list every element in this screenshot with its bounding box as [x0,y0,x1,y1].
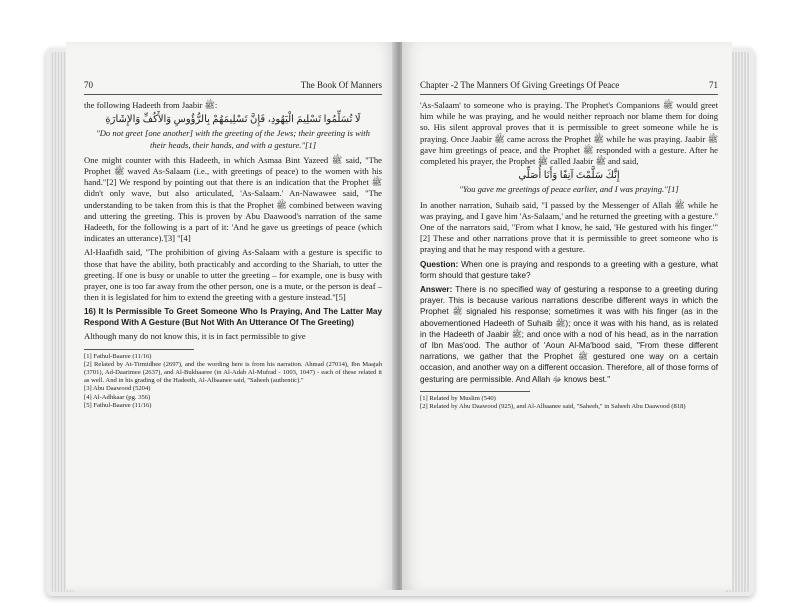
footnote-rule [420,391,530,392]
left-page-header [84,80,382,95]
question-label: Question: [420,259,459,269]
arabic-hadeeth: إِنَّكَ سَلَّمْتَ آنِفًا وَأَنَا أُصَلِّي [518,170,620,182]
page-number: 71 [709,80,718,90]
paragraph: 'As-Salaam' to someone who is praying. The Prophet's Companions ﷺ would greet him while he was praying, and he would neither reproach nor blame them for doing so. His silent approval proves that it is permissible to greet someone while he is praying. Once Jaabir ﷺ came across the Prophet ﷺ while he was praying. Jaabir ﷺ gave him greetings of peace, and the Prophet ﷺ responded with a gesture. After he completed his prayer, the Prophet ﷺ called Jaabir ﷺ and said, [420,100,718,167]
footnotes [420,395,718,411]
paragraph: the following Hadeeth from Jaabir ﷺ: [84,100,218,110]
footnote: [5] Fathul-Baaree (11/16) [84,401,152,409]
answer-text: There is no specified way of gesturing a response to a greeting during prayer. This is because various narrations describe different ways in which the Prophet ﷺ signaled his response; sometimes it was with his finger (as in the abovementioned Hadeeth of Suhaib ﷺ); once it was with his hand, as is related in the Hadeeth of Jaabir ﷺ; and once with a nod of his head, as in the narration of Ibn Mas'ood. The author of 'Aoun Al-Ma'bood said, "From these different narrations, we gather that the Prophet ﷺ gestured one way on a certain occasion, and another way on a different occasion. Therefore, all of those forms of gesturing are permissible. And Allah ﷻ knows best." [420,285,719,384]
footnote: [1] Fathul-Baaree (11/16) [84,352,152,360]
hadeeth-translation: "You gave me greetings of peace earlier, and I was praying."[1] [459,184,679,195]
paragraph: In another narration, Suhaib said, "I passed by the Messenger of Allah ﷺ while he was praying, and I gave him 'As-Salaam,' and he returned the greeting with a gesture." One of the narrators said, "From what I know, he said, 'He gestured with his finger.'"[2] These and other narrations prove that it is permissible to greet someone who is praying and that he may respond with a gesture. [420,199,718,255]
paragraph: One might counter with this Hadeeth, in which Asmaa Bint Yazeed ﷺ said, "The Prophet ﷺ waved As-Salaam (i.e., with greetings of peace) to the women with his hand."[2] We respond by pointing out that there is an indication that the Prophet ﷺ didn't only wave, but also articulated, 'As-Salaam.' An-Nawawee said, "The understanding to be taken from this is that the Prophet ﷺ combined between waving and uttering the greeting. This is proven by Abu Daawood's narration of the same Hadeeth, for the following is a part of it: 'And he gave us greetings of peace (which indicates an utterance).'[3] "[4] [84,154,382,244]
hadeeth-translation: "Do not greet [one another] with the greeting of the Jews; their greeting is with their heads, their hands, and with a gesture."[1] [96,128,370,150]
running-title: The Book Of Manners [300,80,382,90]
running-title: Chapter -2 The Manners Of Giving Greetings Of Peace [420,80,620,90]
paragraph: Al-Haafidh said, "The prohibition of giving As-Salaam with a gesture is specific to those that have the ability, both practicably and according to the Shariah, to utter the greeting. If one is busy or unable to utter the greeting – for example, one is busy with prayer, one is too far away from the other person, one is a mute, or the person is deaf – then it is legislated for him to extend the greeting with a gesture instead."[5] [84,247,382,303]
right-page-header [420,80,718,95]
footnote: [4] Al-Adhkaar (pg. 356) [84,393,151,401]
page-number: 70 [84,80,93,90]
footnote: [2] Related by Abu Daawood (925), and Al-Albaanee said, "Saheeh," in Saheeh Abu Daawood (818) [420,403,686,411]
paragraph: Although many do not know this, it is in fact permissible to give [84,331,306,342]
footnote: [3] Abu Daawood (5204) [84,385,151,393]
section-heading: 16) It Is Permissible To Greet Someone Who Is Praying, And The Latter May Respond With A Gesture (But Not With An Utterance Of The Greeting) [84,307,382,327]
open-book [40,38,760,598]
right-page [402,42,732,590]
left-page-text [84,100,382,410]
arabic-hadeeth: لَا تُسَلِّمُوا تَسْلِيمَ الْيَهُودِ، فَإِنَّ تَسْلِيمَهُمْ بِالرُّؤُوسِ وَالأَكُفِّ وَالإِشَارَةِ [105,114,361,126]
left-page [66,42,396,590]
right-page-text [420,100,718,411]
footnotes [84,353,382,410]
answer [420,284,718,385]
answer-label: Answer: [420,285,453,295]
footnote: [2] Related by At-Tirmidhee (2697), and the wording here is from his narration. Ahmad (27014), Ibn Maajah (3701), Ad-Daarimee (2637), and Al-Bukhaaree (in Al-Adab Al-Mufrad - 1003, 1047) - each of these related it as well. And in his grading of the Hadeeth, Al-Albaanee said, "Saheeh (authentic)." [84,360,382,385]
question [420,259,718,281]
footnote-rule [84,349,194,350]
question-text: When one is praying and responds to a greeting with a gesture, what form should that gesture take? [420,259,718,280]
footnote: [1] Related by Muslim (540) [420,394,496,402]
